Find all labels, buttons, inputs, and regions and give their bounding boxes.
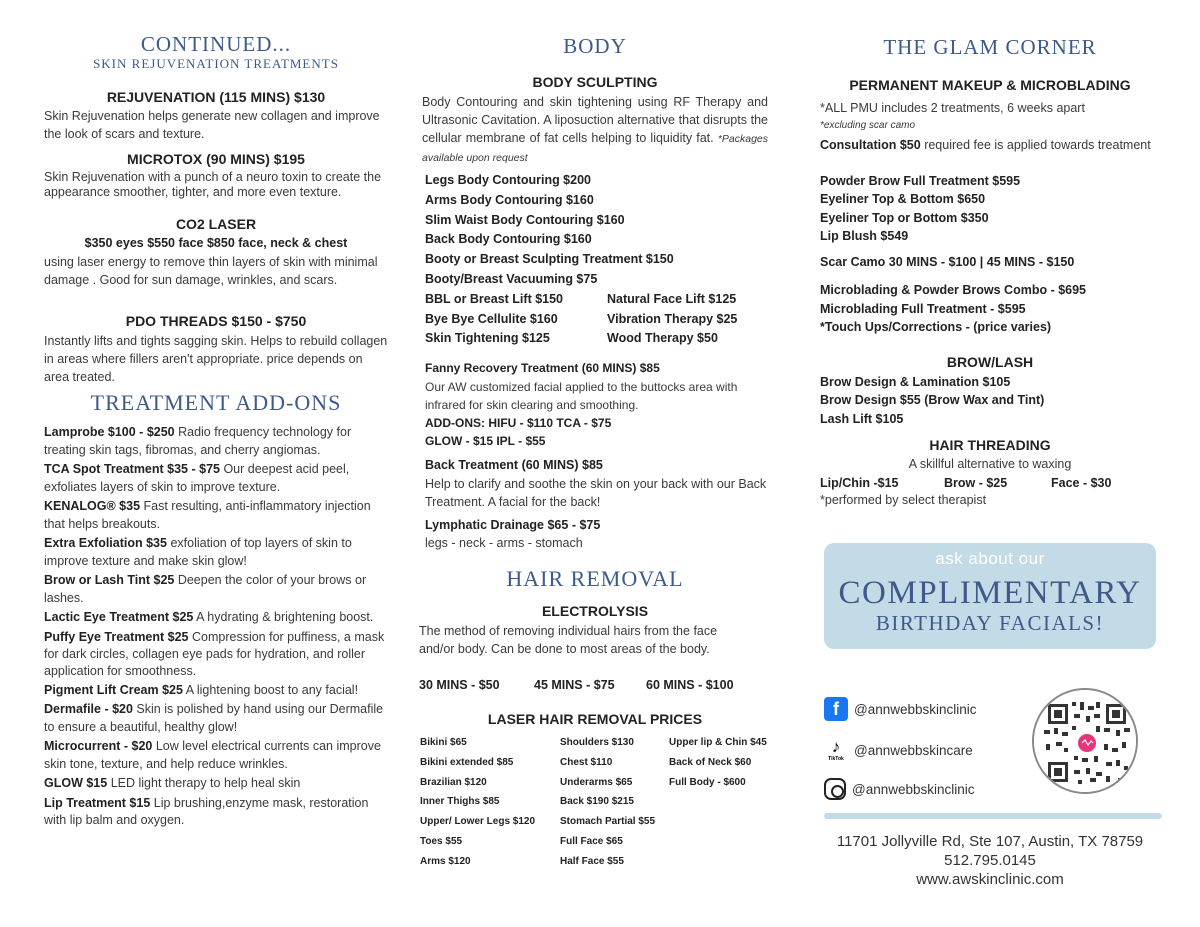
pdo-threads-heading: PDO THREADS $150 - $750 bbox=[125, 313, 307, 329]
body-sculpting-list bbox=[425, 171, 768, 349]
addon-name: TCA Spot Treatment $35 - $75 bbox=[44, 462, 220, 476]
laser-price-item: Brazilian $120 bbox=[420, 776, 487, 788]
clinic-phone[interactable]: 512.795.0145 bbox=[944, 852, 1036, 869]
fanny-addons-2: GLOW - $15 IPL - $55 bbox=[425, 434, 546, 448]
fanny-recovery-description: Our AW customized facial applied to the buttocks area with infrared for skin clearing and smoothing. bbox=[425, 380, 738, 412]
sculpt-item: Booty/Breast Vacuuming $75 bbox=[425, 271, 598, 286]
addon-item bbox=[44, 738, 388, 773]
laser-price-item: Stomach Partial $55 bbox=[560, 816, 656, 828]
sculpt-item: Natural Face Lift $125 bbox=[607, 291, 737, 306]
sculpt-item: Vibration Therapy $25 bbox=[607, 311, 738, 326]
rejuvenation-description: Skin Rejuvenation helps generate new collagen and improve the look of scars and texture. bbox=[44, 109, 380, 141]
lymphatic-drainage-areas: legs - neck - arms - stomach bbox=[425, 536, 583, 550]
electrolysis-prices bbox=[419, 677, 768, 695]
addon-desc: Our deepest acid peel, exfoliates layers of skin to improve texture. bbox=[44, 462, 350, 494]
pmu-item: Powder Brow Full Treatment $595 bbox=[820, 174, 1021, 188]
instagram-handle: @annwebbskinclinic bbox=[852, 781, 975, 797]
threading-price: Lip/Chin -$15 bbox=[820, 476, 899, 490]
pmu-price-list bbox=[820, 172, 1160, 245]
sculpt-item: Booty or Breast Sculpting Treatment $150 bbox=[425, 252, 674, 267]
addon-desc: Radio frequency technology for treating skin tags, fibromas, and cherry angiomas. bbox=[44, 425, 352, 457]
tiktok-handle: @annwebbskincare bbox=[854, 742, 973, 758]
sculpt-item: Wood Therapy $50 bbox=[607, 331, 718, 346]
addon-desc: Lip brushing,enzyme mask, restoration with lip balm and oxygen. bbox=[44, 795, 369, 827]
laser-price-item: Bikini extended $85 bbox=[420, 756, 514, 768]
addon-item bbox=[44, 629, 388, 680]
addon-desc: LED light therapy to help heal skin bbox=[107, 776, 301, 790]
laser-price-item: Upper/ Lower Legs $120 bbox=[420, 816, 536, 828]
hair-threading-description: A skillful alternative to waxing bbox=[908, 457, 1072, 471]
addon-item bbox=[44, 535, 388, 570]
pmu-note: *ALL PMU includes 2 treatments, 6 weeks apart bbox=[820, 101, 1085, 115]
pmu-heading: PERMANENT MAKEUP & MICROBLADING bbox=[849, 77, 1131, 93]
addon-desc: Low level electrical currents can improve skin tone, texture, and help reduce wrinkles. bbox=[44, 739, 381, 771]
threading-note: *performed by select therapist bbox=[820, 493, 987, 507]
facebook-link[interactable] bbox=[824, 697, 977, 721]
consultation-price: Consultation $50 bbox=[820, 138, 921, 152]
fanny-addons: ADD-ONS: HIFU - $110 TCA - $75 bbox=[425, 416, 612, 430]
tiktok-link[interactable] bbox=[824, 736, 973, 764]
hair-threading-heading: HAIR THREADING bbox=[929, 437, 1051, 453]
brow-lash-item: Brow Design $55 (Brow Wax and Tint) bbox=[820, 393, 1045, 408]
laser-price-item: Chest $110 bbox=[560, 756, 613, 768]
brow-lash-item: Lash Lift $105 bbox=[820, 411, 904, 426]
banner-complimentary: COMPLIMENTARY bbox=[838, 575, 1142, 611]
body-title: BODY bbox=[563, 34, 627, 58]
microtox-heading: MICROTOX (90 MINS) $195 bbox=[127, 151, 305, 167]
pdo-threads-description: Instantly lifts and tights sagging skin. Helps to rebuild collagen in areas where fillers aren't appropriate. price depends on area treated. bbox=[44, 334, 388, 384]
co2-laser-heading: CO2 LASER bbox=[175, 216, 257, 232]
sculpt-pair-row bbox=[425, 329, 768, 349]
sculpt-item: Skin Tightening $125 bbox=[425, 331, 550, 346]
sculpt-item: Back Body Contouring $160 bbox=[425, 232, 592, 247]
scar-camo-prices: Scar Camo 30 MINS - $100 | 45 MINS - $150 bbox=[820, 255, 1075, 269]
microblading-item: Microblading Full Treatment - $595 bbox=[820, 301, 1026, 316]
glam-corner-title: THE GLAM CORNER bbox=[883, 35, 1097, 59]
laser-price-column bbox=[560, 733, 670, 872]
threading-price: Face - $30 bbox=[1051, 476, 1112, 490]
electrolysis-description: The method of removing individual hairs from the face and/or body. Can be done to most areas of the body. bbox=[419, 624, 718, 656]
addon-desc: A lightening boost to any facial! bbox=[182, 682, 359, 697]
tiktok-icon: ♪ TikTok bbox=[828, 737, 844, 762]
sculpt-item: BBL or Breast Lift $150 bbox=[425, 291, 564, 306]
laser-price-item: Full Face $65 bbox=[560, 835, 623, 847]
brow-lash-heading: BROW/LASH bbox=[946, 354, 1034, 370]
brow-lash-item: Brow Design & Lamination $105 bbox=[820, 375, 1011, 389]
addon-item bbox=[44, 795, 388, 830]
sculpt-item: Slim Waist Body Contouring $160 bbox=[425, 212, 625, 227]
microblading-item: Microblading & Powder Brows Combo - $695 bbox=[820, 283, 1087, 297]
clinic-address: 11701 Jollyville Rd, Ste 107, Austin, TX 78759 bbox=[836, 833, 1144, 850]
electrolysis-heading: ELECTROLYSIS bbox=[541, 603, 649, 619]
rejuvenation-heading: REJUVENATION (115 MINS) $130 bbox=[106, 89, 326, 105]
addon-name: GLOW $15 bbox=[44, 776, 108, 790]
sculpt-item: Bye Bye Cellulite $160 bbox=[425, 311, 558, 326]
clinic-website[interactable]: www.awskinclinic.com bbox=[916, 871, 1064, 888]
addon-item bbox=[44, 701, 388, 736]
addon-desc: Deepen the color of your brows or lashes. bbox=[44, 573, 367, 605]
back-treatment-heading: Back Treatment (60 MINS) $85 bbox=[425, 458, 603, 472]
hair-removal-title: HAIR REMOVAL bbox=[506, 566, 684, 591]
addon-name: Pigment Lift Cream $25 bbox=[44, 682, 183, 697]
addon-name: Brow or Lash Tint $25 bbox=[44, 573, 175, 587]
addon-item bbox=[44, 498, 388, 533]
treatment-addons-title: TREATMENT ADD-ONS bbox=[90, 390, 342, 415]
pmu-item: Eyeliner Top or Bottom $350 bbox=[820, 210, 989, 225]
birthday-facial-banner bbox=[824, 543, 1156, 649]
back-treatment-description: Help to clarify and soothe the skin on your back with our Back Treatment. A facial for the back! bbox=[425, 477, 767, 509]
qr-code[interactable] bbox=[1032, 688, 1138, 794]
consultation bbox=[820, 136, 1156, 154]
tiktok-icon-label: TikTok bbox=[828, 756, 844, 762]
addon-desc: Skin is polished by hand using our Dermafile to ensure a beautiful, healthy glow! bbox=[44, 702, 384, 734]
addon-desc: exfoliation of top layers of skin to improve texture and make skin glow! bbox=[44, 536, 352, 568]
addon-desc: Compression for puffiness, a mask for dark circles, collagen eye pads for hydration, and roller application for smoothness. bbox=[44, 629, 385, 678]
banner-birthday-facials: BIRTHDAY FACIALS! bbox=[875, 611, 1105, 635]
consultation-desc: required fee is applied towards treatment bbox=[920, 138, 1151, 152]
brow-lash-list bbox=[820, 373, 1160, 428]
laser-price-item: Half Face $55 bbox=[560, 855, 624, 867]
body-sculpting-heading: BODY SCULPTING bbox=[532, 74, 658, 90]
laser-hair-removal-heading: LASER HAIR REMOVAL PRICES bbox=[487, 711, 703, 727]
laser-price-column bbox=[420, 733, 560, 872]
addon-item bbox=[44, 572, 388, 607]
instagram-icon bbox=[824, 778, 846, 800]
laser-price-item: Upper lip & Chin $45 bbox=[669, 737, 767, 748]
threading-price: Brow - $25 bbox=[944, 476, 1008, 490]
addon-name: Lamprobe $100 - $250 bbox=[44, 425, 175, 439]
addon-item bbox=[44, 682, 388, 700]
fanny-recovery-heading: Fanny Recovery Treatment (60 MINS) $85 bbox=[425, 361, 660, 375]
sculpt-item: Legs Body Contouring $200 bbox=[425, 173, 591, 187]
electrolysis-price: 30 MINS - $50 bbox=[419, 678, 500, 692]
pmu-item: Eyeliner Top & Bottom $650 bbox=[820, 192, 986, 207]
continued-title: CONTINUED... bbox=[140, 32, 292, 56]
electrolysis-price: 45 MINS - $75 bbox=[534, 678, 615, 692]
addon-name: Lip Treatment $15 bbox=[44, 795, 151, 810]
microblading-item: *Touch Ups/Corrections - (price varies) bbox=[820, 320, 1052, 334]
sculpt-item: Arms Body Contouring $160 bbox=[425, 192, 594, 207]
electrolysis-price: 60 MINS - $100 bbox=[646, 678, 734, 692]
addon-name: Dermafile - $20 bbox=[44, 702, 133, 716]
addon-item bbox=[44, 775, 388, 793]
laser-price-item: Underarms $65 bbox=[560, 776, 633, 788]
packages-note: *Packages available upon request bbox=[422, 133, 768, 164]
skin-rejuvenation-subtitle: SKIN REJUVENATION TREATMENTS bbox=[93, 56, 339, 71]
facebook-icon: f bbox=[824, 697, 848, 721]
addons-list bbox=[44, 424, 388, 830]
lymphatic-drainage-heading: Lymphatic Drainage $65 - $75 bbox=[425, 518, 601, 532]
sculpt-pair-row bbox=[425, 310, 768, 330]
laser-price-column bbox=[669, 733, 779, 792]
laser-price-item: Full Body - $600 bbox=[669, 776, 746, 788]
sculpt-pair-row bbox=[425, 290, 768, 310]
hair-threading-prices bbox=[820, 475, 1160, 493]
addon-item bbox=[44, 461, 388, 496]
co2-laser-description: using laser energy to remove thin layers of skin with minimal damage . Good for sun damage, wrinkles, and scars. bbox=[44, 255, 378, 287]
body-sculpting-text: Body Contouring and skin tightening using RF Therapy and Ultrasonic Cavitation. A liposuction alternative that disrupts the cellular membrane of fat cells helping to liquidity fat. bbox=[422, 95, 768, 145]
microtox-description: Skin Rejuvenation with a punch of a neuro toxin to create the appearance smoother, tighter, and more even texture. bbox=[44, 170, 382, 199]
instagram-link[interactable] bbox=[824, 778, 975, 800]
laser-price-item: Back of Neck $60 bbox=[669, 756, 752, 768]
banner-ask-text: ask about our bbox=[935, 549, 1045, 568]
laser-price-item: Shoulders $130 bbox=[560, 737, 634, 748]
laser-price-item: Back $190 $215 bbox=[560, 796, 634, 808]
addon-desc: A hydrating & brightening boost. bbox=[193, 610, 374, 624]
facebook-handle: @annwebbskinclinic bbox=[854, 701, 977, 717]
addon-desc: Fast resulting, anti-inflammatory injection that helps breakouts. bbox=[44, 499, 371, 531]
addon-item bbox=[44, 424, 388, 459]
laser-price-item: Arms $120 bbox=[420, 855, 471, 867]
addon-name: Microcurrent - $20 bbox=[44, 739, 153, 753]
addon-name: Lactic Eye Treatment $25 bbox=[44, 610, 194, 624]
body-sculpting-description bbox=[422, 93, 768, 167]
pmu-exclusion-note: *excluding scar camo bbox=[820, 120, 916, 131]
co2-laser-prices: $350 eyes $550 face $850 face, neck & chest bbox=[84, 236, 348, 250]
laser-price-item: Inner Thighs $85 bbox=[420, 796, 500, 808]
addon-item bbox=[44, 609, 388, 627]
addon-name: Extra Exfoliation $35 bbox=[44, 536, 167, 550]
qr-code-graphic bbox=[1034, 690, 1138, 794]
footer-divider bbox=[824, 813, 1162, 819]
pmu-item: Lip Blush $549 bbox=[820, 228, 909, 243]
laser-price-item: Toes $55 bbox=[420, 835, 463, 847]
laser-price-item: Bikini $65 bbox=[420, 737, 467, 748]
addon-name: Puffy Eye Treatment $25 bbox=[44, 629, 189, 644]
microblading-list bbox=[820, 281, 1160, 337]
addon-name: KENALOG® $35 bbox=[44, 499, 141, 513]
